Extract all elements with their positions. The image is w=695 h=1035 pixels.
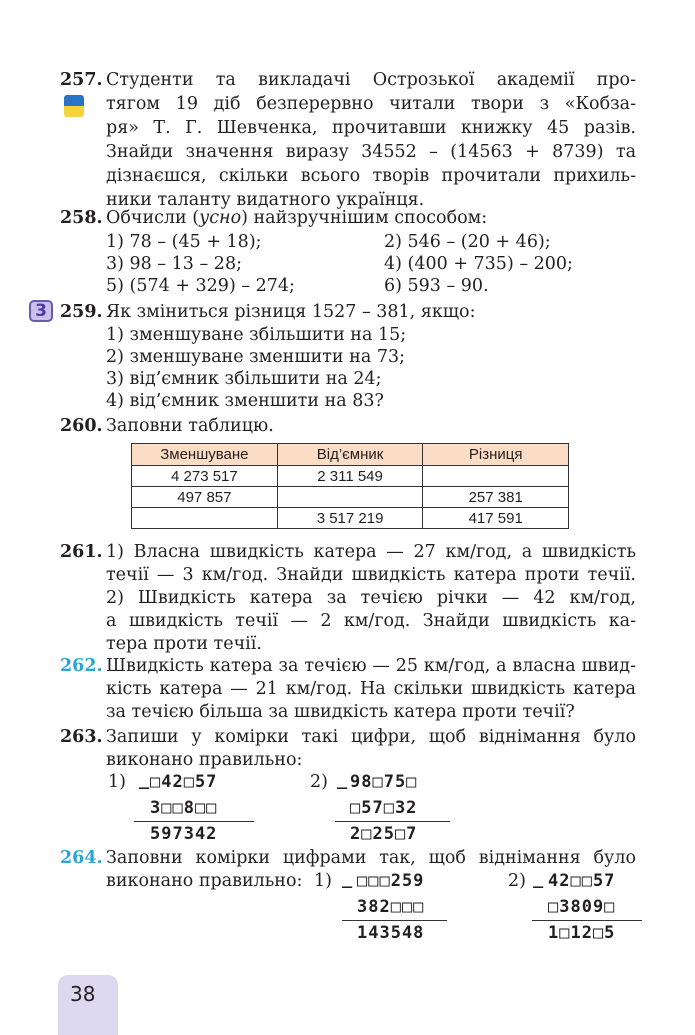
problem-intro: Заповни таблицю. — [106, 416, 274, 436]
expression: 3) 98 – 13 – 28; — [106, 254, 242, 274]
table-cell: 4 273 517 — [132, 466, 278, 487]
result-line — [134, 821, 254, 822]
difference: 597342 — [150, 824, 218, 844]
problem-number: 258. — [60, 208, 103, 228]
text-line: кість катера — 21 км/год. На скільки швидкість катера — [106, 679, 636, 699]
table-row — [132, 487, 569, 508]
expression: 5) (574 + 329) – 274; — [106, 276, 295, 296]
problem-number: 257. — [60, 70, 103, 90]
text-line: Швидкість катера за течією — 25 км/год, а власна швид- — [106, 656, 636, 676]
example-label: 2) — [508, 871, 526, 891]
text-line: ря» Т. Г. Шевченка, прочитавши книжку 45 разів. — [106, 118, 636, 138]
table-cell: 3 517 219 — [277, 508, 423, 529]
list-item: 4) від’ємник зменшити на 83? — [106, 391, 384, 411]
column-header: Зменшуване — [132, 444, 278, 466]
table-cell[interactable] — [423, 466, 569, 487]
minus-sign: _ — [533, 869, 545, 889]
column-header: Різниця — [423, 444, 569, 466]
subtrahend[interactable]: □3809□ — [548, 897, 616, 917]
ukraine-flag-icon — [64, 95, 84, 117]
result-line — [532, 920, 642, 921]
example-label: 1) — [108, 772, 126, 792]
column-header: Від’ємник — [277, 444, 423, 466]
minuend[interactable]: □□□259 — [357, 871, 425, 891]
minuend[interactable]: □42□57 — [150, 772, 218, 792]
list-item: 3) від’ємник збільшити на 24; — [106, 369, 382, 389]
text-line: тягом 19 діб безперервно читали твори з «Кобза- — [106, 94, 636, 114]
expression: 4) (400 + 735) – 200; — [384, 254, 573, 274]
text-line: Запиши у комірки такі цифри, щоб віднімання було — [106, 727, 636, 747]
table-cell: 257 381 — [423, 487, 569, 508]
text-line: 1) Власна швидкість катера — 27 км/год, а швидкість — [106, 542, 636, 562]
list-item: 2) зменшуване зменшити на 73; — [106, 347, 405, 367]
problem-number: 262. — [60, 656, 103, 676]
text-line: Студенти та викладачі Острозької академії про- — [106, 70, 636, 90]
table-cell[interactable] — [277, 487, 423, 508]
table-cell: 2 311 549 — [277, 466, 423, 487]
result-line — [335, 821, 450, 822]
minus-sign: _ — [139, 770, 151, 790]
minus-sign: _ — [337, 770, 349, 790]
problem-intro: Обчисли (усно) найзручнішим способом: — [106, 208, 488, 228]
example-label: 2) — [310, 772, 328, 792]
difference[interactable]: 1□12□5 — [548, 923, 616, 943]
text-line: а швидкість течії — 2 км/год. Знайди швидкість ка- — [106, 611, 636, 631]
text-line: за течією більша за швидкість катера проти течії? — [106, 702, 575, 722]
expression: 2) 546 – (20 + 46); — [384, 232, 551, 252]
subtrahend[interactable]: □57□32 — [350, 798, 418, 818]
example-label: 1) — [314, 871, 332, 891]
table-cell: 417 591 — [423, 508, 569, 529]
page-number: 38 — [70, 982, 96, 1006]
problem-number: 263. — [60, 727, 103, 747]
result-line — [342, 920, 447, 921]
problem-number: 260. — [60, 416, 103, 436]
minuend[interactable]: 98□75□ — [350, 772, 418, 792]
text-line: Знайди значення виразу 34552 – (14563 + 8739) та — [106, 142, 636, 162]
list-item: 1) зменшуване збільшити на 15; — [106, 325, 407, 345]
subtraction-table — [131, 443, 569, 529]
level-3-badge-icon: 3 — [29, 300, 53, 322]
text-line: виконано правильно: — [106, 750, 303, 770]
table-cell: 497 857 — [132, 487, 278, 508]
problem-number: 261. — [60, 542, 103, 562]
table-cell[interactable] — [132, 508, 278, 529]
text-line: виконано правильно: — [106, 871, 303, 891]
problem-intro: Як зміниться різниця 1527 – 381, якщо: — [106, 302, 476, 322]
table-row — [132, 466, 569, 487]
problem-number: 259. — [60, 302, 103, 322]
problem-number: 264. — [60, 848, 103, 868]
table-row — [132, 508, 569, 529]
text-line: дізнаєшся, скільки всього творів прочитали прихиль- — [106, 166, 636, 186]
text-line: Заповни комірки цифрами так, щоб віднімання було — [106, 848, 636, 868]
minus-sign: _ — [342, 869, 354, 889]
subtrahend[interactable]: 382□□□ — [357, 897, 425, 917]
text-line: 2) Швидкість катера за течією річки — 42 км/год, — [106, 588, 636, 608]
subtrahend[interactable]: 3□□8□□ — [150, 798, 218, 818]
minuend[interactable]: 42□□57 — [548, 871, 616, 891]
text-line: ники таланту видатного українця. — [106, 190, 425, 210]
expression: 1) 78 – (45 + 18); — [106, 232, 262, 252]
difference: 143548 — [357, 923, 425, 943]
text-line: тера проти течії. — [106, 634, 262, 654]
text-line: течії — 3 км/год. Знайди швидкість катера проти течії. — [106, 565, 636, 585]
difference[interactable]: 2□25□7 — [350, 824, 418, 844]
expression: 6) 593 – 90. — [384, 276, 489, 296]
